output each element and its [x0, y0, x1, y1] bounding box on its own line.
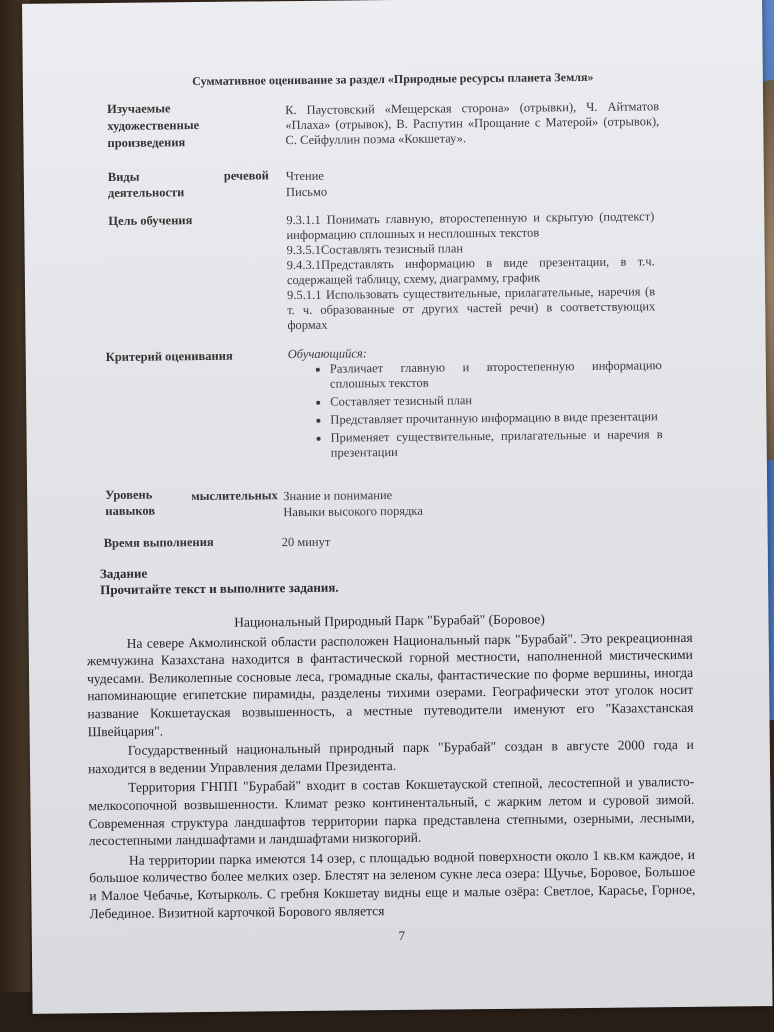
- time-label: Время выполнения: [103, 534, 214, 551]
- document-title: Суммативное оценивание за раздел «Природные ресурсы планета Земля»: [192, 69, 594, 89]
- works-content: К. Паустовский «Мещерская сторона» (отрывки), Ч. Айтматов «Плаха» (отрывок), В. Распутин «Прощание с Матерой» (отрывок), С. Сейфуллин поэма «Кокшетау».: [285, 99, 660, 148]
- criteria-item: • Составляет тезисный план: [330, 391, 662, 409]
- works-label: Изучаемые художественные произведения: [107, 101, 200, 150]
- task-heading: Задание: [99, 565, 148, 582]
- story-paragraph: Территория ГНПП "Бурабай" входит в состав Кокшетауской степной, лесостепной и увалисто-мелкосопочной возвышенности. Климат резко континентальный, с жарким летом и суровой зимой. Современная структура ландшафтов территории парка представлена степными, озерными, лесными, лесостепными ландшафтами и ландшафтами низкогорий.: [88, 774, 695, 849]
- story-title: Национальный Природный Парк "Бурабай" (Боровое): [234, 611, 545, 630]
- criteria-list: [288, 358, 663, 461]
- goal-item: 9.5.1.1 Использовать существительные, прилагательные, наречия (в т. ч. образованные от других частей речи) в соответствующих формах: [287, 284, 656, 333]
- paper-sheet: [22, 0, 773, 1014]
- goal-item: 9.4.3.1Представлять информацию в виде презентации, в т.ч. содержащей таблицу, схему, диаграмму, график: [286, 254, 655, 288]
- story-paragraph: На территории парка имеются 14 озер, с площадью водной поверхности около 1 кв.км каждое, и большое количество более мелких озер. Блестят на зеленом сукне леса озера: Щучье, Боровое, Большое и Малое Чебачье, Котырколь. С гребня Кокшетау видны еще и малые озёра: Светлое, Карасье, Горное, Лебединое. Визитной карточкой Борового является: [89, 846, 696, 921]
- task-instruction: Прочитайте текст и выполните задания.: [100, 579, 339, 598]
- speech-writing: Письмо: [285, 184, 328, 200]
- level-knowledge: Знание и понимание: [283, 488, 393, 504]
- goal-item: 9.3.5.1Составлять тезисный план: [286, 241, 464, 258]
- criteria-label: Критерий оценивания: [105, 348, 233, 365]
- page-number: 7: [398, 927, 406, 943]
- story-paragraph: На севере Акмолинской области расположен Национальный парк "Бурабай". Это рекреационная жемчужина Казахстана находится в фантастической горной местности, наполненной мистическими чудесами. Великолепные сосновые леса, громадные скалы, фантастические по форме вершины, иногда напоминающие египетские пирамиды, разделены тихими озерами. Географически этот уголок носит название Кокшетауская возвышенность, а местные путеводители именуют его "Казахстанская Швейцария".: [86, 629, 694, 739]
- level-label-part3: навыков: [105, 503, 156, 519]
- criteria-item: • Различает главную и второстепенную информацию сплошных текстов: [330, 358, 662, 391]
- goal-item: 9.3.1.1 Понимать главную, второстепенную и скрытую (подтекст) информацию сплошных и несплошных текстов: [286, 209, 655, 243]
- goal-label: Цель обучения: [108, 213, 193, 228]
- story-text: [86, 609, 695, 924]
- time-value: 20 минут: [281, 534, 331, 550]
- story-paragraph: Государственный национальный природный парк "Бурабай" создан в августе 2000 года и находится в ведении Управления делами Президента.: [87, 737, 694, 776]
- speech-label-part1: Виды: [107, 169, 140, 184]
- criteria-content: [288, 343, 663, 464]
- level-higher: Навыки высокого порядка: [283, 503, 423, 520]
- criteria-intro: Обучающийся:: [287, 346, 367, 362]
- speech-reading: Чтение: [285, 168, 324, 184]
- level-label-part1: Уровень: [105, 487, 153, 503]
- criteria-item: • Применяет существительные, прилагательные и наречия в презентации: [331, 427, 663, 460]
- criteria-item: • Представляет прочитанную информацию в виде презентации: [330, 409, 662, 427]
- level-label-part2: мыслительных: [191, 488, 278, 504]
- goal-content: [286, 209, 655, 333]
- speech-label-part2: речевой: [223, 168, 269, 183]
- speech-label-part3: деятельности: [107, 185, 185, 200]
